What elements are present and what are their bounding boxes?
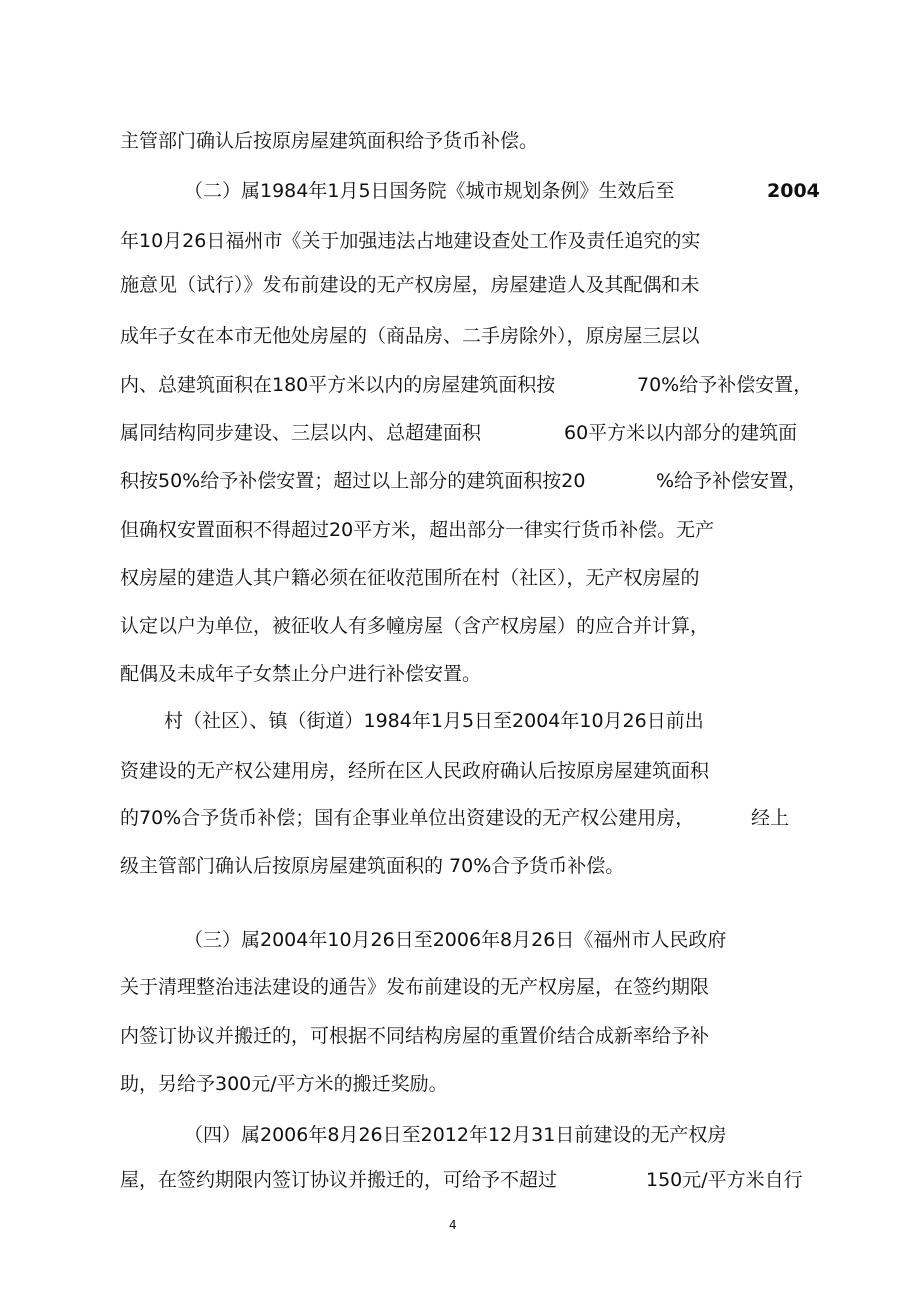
text-segment: 成年子女在本市无他处房屋的（商品房、二手房除外），原房屋三层以 (120, 325, 700, 347)
text-segment: 年10月26日福州市《关于加强违法占地建设查处工作及责任追究的实 (120, 230, 701, 252)
text-segment: 权房屋的建造人其户籍必须在征收范围所在村（社区），无产权房屋的 (120, 567, 700, 589)
text-segment: 但确权安置面积不得超过20平方米，超出部分一律实行货币补偿。无产 (120, 519, 715, 541)
text-line (0, 126, 920, 156)
text-line (0, 659, 920, 689)
text-line (0, 370, 920, 400)
text-segment: 积按50%给予补偿安置；超过以上部分的建筑面积按20 (120, 470, 586, 492)
text-segment: 经上 (751, 807, 790, 829)
text-line (0, 226, 920, 256)
text-segment: 村（社区）、镇（街道）1984年1月5日至2004年10月26日前出 (164, 710, 704, 732)
text-segment: 70%给予补偿安置， (637, 374, 813, 396)
page-number: 4 (449, 1218, 457, 1232)
text-segment: （四）属2006年8月26日至2012年12月31日前建设的无产权房 (184, 1124, 727, 1146)
text-segment: 施意见（试行）》发布前建设的无产权房屋，房屋建造人及其配偶和未 (120, 274, 700, 296)
text-segment: 2004 (767, 180, 820, 202)
text-line (0, 418, 920, 448)
text-line (0, 925, 920, 955)
text-line (0, 1069, 920, 1099)
text-line (0, 851, 920, 881)
text-line (0, 515, 920, 545)
text-segment: 60平方米以内部分的建筑面 (564, 422, 798, 444)
text-segment: 主管部门确认后按原房屋建筑面积给予货币补偿。 (120, 130, 539, 152)
text-segment: 助，另给予300元/平方米的搬迁奖励。 (120, 1073, 448, 1095)
text-line (0, 270, 920, 300)
text-segment: 认定以户为单位，被征收人有多幢房屋（含产权房屋）的应合并计算， (120, 615, 710, 637)
text-segment: 关于清理整治违法建设的通告》发布前建设的无产权房屋，在签约期限 (120, 976, 710, 998)
text-line (0, 803, 920, 833)
text-line (0, 321, 920, 351)
text-line (0, 563, 920, 593)
text-line (0, 176, 920, 206)
text-segment: %给予补偿安置， (656, 470, 808, 492)
text-line (0, 756, 920, 786)
text-segment: 内、总建筑面积在180平方米以内的房屋建筑面积按 (120, 374, 556, 396)
text-line (0, 706, 920, 736)
text-segment: 资建设的无产权公建用房，经所在区人民政府确认后按原房屋建筑面积 (120, 760, 710, 782)
text-segment: 150元/平方米自行 (646, 1169, 803, 1191)
text-line (0, 972, 920, 1002)
text-segment: 配偶及未成年子女禁止分户进行补偿安置。 (120, 663, 482, 685)
text-line (0, 1021, 920, 1051)
text-line (0, 1165, 920, 1195)
text-segment: 的70%合予货币补偿；国有企事业单位出资建设的无产权公建用房， (120, 807, 695, 829)
text-line (0, 611, 920, 641)
text-segment: 内签订协议并搬迁的，可根据不同结构房屋的重置价结合成新率给予补 (120, 1025, 710, 1047)
text-segment: 屋，在签约期限内签订协议并搬迁的，可给予不超过 (120, 1169, 558, 1191)
text-segment: 级主管部门确认后按原房屋建筑面积的 70%合予货币补偿。 (120, 855, 625, 877)
text-line (0, 1120, 920, 1150)
text-segment: （三）属2004年10月26日至2006年8月26日《福州市人民政府 (184, 929, 727, 951)
text-segment: 属同结构同步建设、三层以内、总超建面积 (120, 422, 482, 444)
text-segment: （二）属1984年1月5日国务院《城市规划条例》生效后至 (184, 180, 675, 202)
text-line (0, 466, 920, 496)
